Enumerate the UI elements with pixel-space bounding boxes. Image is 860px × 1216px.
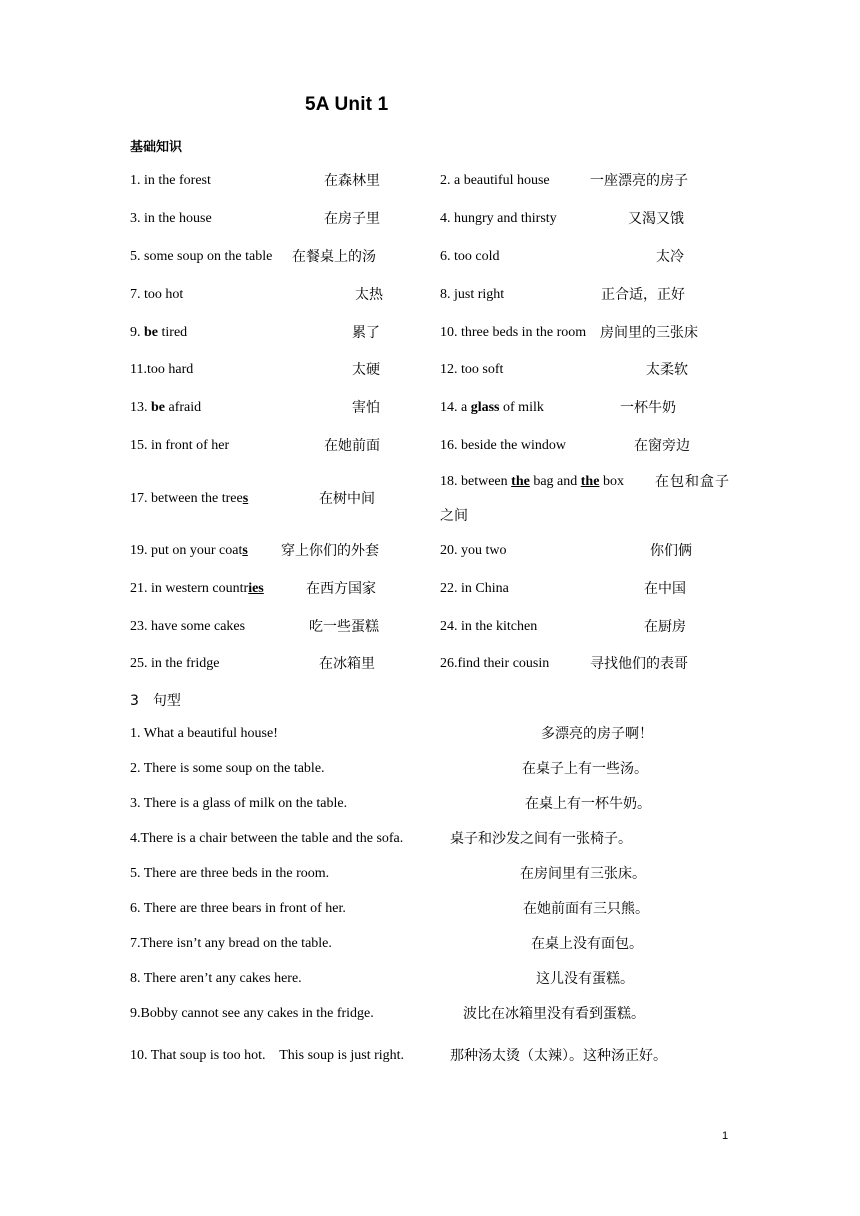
phrase-en: 6. too cold — [440, 249, 500, 264]
phrase-en: 12. too soft — [440, 362, 504, 377]
sentence-zh: 那种汤太烫（太辣）。这种汤正好。 — [450, 1048, 667, 1064]
phrase-en: 10. three beds in the room — [440, 325, 587, 340]
phrase-en: 3. in the house — [130, 211, 212, 226]
sentence-zh: 在房间里有三张床。 — [520, 866, 646, 882]
phrase-en: 7. too hot — [130, 287, 184, 302]
phrase-en: 16. beside the window — [440, 438, 566, 453]
section-heading-basics: 基础知识 — [130, 140, 183, 155]
phrase-en: 1. in the forest — [130, 173, 211, 188]
phrase-en: 17. between the trees — [130, 491, 249, 506]
phrase-en: 25. in the fridge — [130, 656, 220, 671]
phrase-zh: 在她前面 — [324, 438, 380, 454]
sentence-zh: 多漂亮的房子啊！ — [541, 726, 653, 742]
phrase-en: 14. a glass of milk — [440, 400, 544, 415]
phrase-en: 13. be afraid — [130, 400, 202, 415]
phrase-zh: 房间里的三张床 — [600, 325, 698, 341]
page-number: 1 — [722, 1130, 729, 1142]
sentence-zh: 在她前面有三只熊。 — [523, 901, 649, 917]
phrase-zh: 在森林里 — [324, 173, 380, 189]
phrase-zh: 寻找他们的表哥 — [590, 656, 688, 672]
phrase-en: 21. in western countries — [130, 581, 264, 596]
sentence-en: 9.Bobby cannot see any cakes in the fridge. — [130, 1006, 374, 1021]
sentence-zh: 在桌上没有面包。 — [531, 936, 643, 952]
phrase-zh: 在厨房 — [644, 619, 686, 635]
phrase-zh: 害怕 — [352, 400, 380, 416]
phrase-zh: 在窗旁边 — [634, 438, 690, 454]
sentence-en: 5. There are three beds in the room. — [130, 866, 330, 881]
phrase-en: 9. be tired — [130, 325, 188, 340]
phrase-zh: 太硬 — [352, 362, 380, 378]
phrase-en: 22. in China — [440, 581, 509, 596]
phrase-en: 4. hungry and thirsty — [440, 211, 557, 226]
phrase-zh: 在冰箱里 — [319, 656, 375, 672]
phrase-zh: 一杯牛奶 — [620, 400, 676, 416]
sentence-zh: 在桌上有一杯牛奶。 — [525, 796, 651, 812]
phrase-en: 8. just right — [440, 287, 505, 302]
section-heading-sentences: 3 句型 — [130, 693, 181, 709]
phrase-en: 23. have some cakes — [130, 619, 246, 634]
phrase-en: 24. in the kitchen — [440, 619, 538, 634]
sentence-en: 3. There is a glass of milk on the table. — [130, 796, 348, 811]
phrase-zh: 太冷 — [656, 249, 684, 265]
phrase-zh: 在西方国家 — [306, 581, 376, 597]
sentence-zh: 桌子和沙发之间有一张椅子。 — [450, 831, 632, 847]
phrase-en: 2. a beautiful house — [440, 173, 550, 188]
phrase-en: 15. in front of her — [130, 438, 230, 453]
phrase-zh: 累了 — [352, 325, 380, 341]
phrase-zh: 你们俩 — [650, 543, 692, 559]
sentence-zh: 在桌子上有一些汤。 — [522, 761, 648, 777]
sentence-en: 8. There aren’t any cakes here. — [130, 971, 302, 986]
document-title: 5A Unit 1 — [305, 94, 389, 115]
phrase-zh: 在包和盒子 — [655, 474, 730, 490]
phrase-zh-wrap: 之间 — [440, 508, 468, 524]
phrase-en: 11.too hard — [130, 362, 194, 377]
sentence-en: 1. What a beautiful house! — [130, 726, 278, 741]
phrase-zh: 在树中间 — [319, 491, 375, 507]
phrase-zh: 太热 — [355, 287, 383, 303]
phrase-zh: 太柔软 — [646, 362, 688, 378]
phrase-zh: 在房子里 — [324, 211, 380, 227]
sentence-en: 6. There are three bears in front of her. — [130, 901, 346, 916]
phrase-zh: 在餐桌上的汤 — [292, 249, 376, 265]
phrase-en: 20. you two — [440, 543, 507, 558]
sentence-zh: 这儿没有蛋糕。 — [536, 971, 634, 987]
phrase-zh: 一座漂亮的房子 — [590, 173, 688, 189]
phrase-en: 18. between the bag and the box — [440, 474, 624, 489]
phrase-zh: 吃一些蛋糕 — [309, 619, 379, 635]
phrase-en: 5. some soup on the table — [130, 249, 273, 264]
phrase-zh: 又渴又饿 — [628, 211, 684, 227]
sentence-en: 10. That soup is too hot. This soup is just right. — [130, 1048, 405, 1063]
sentence-en: 4.There is a chair between the table and the sofa. — [130, 831, 404, 846]
sentence-en: 2. There is some soup on the table. — [130, 761, 325, 776]
phrase-zh: 穿上你们的外套 — [281, 543, 379, 559]
phrase-en: 19. put on your coats — [130, 543, 248, 558]
phrase-zh: 正合适，正好 — [601, 287, 685, 303]
phrase-zh: 在中国 — [644, 581, 686, 597]
sentence-en: 7.There isn’t any bread on the table. — [130, 936, 332, 951]
phrase-en: 26.find their cousin — [440, 656, 550, 671]
sentence-zh: 波比在冰箱里没有看到蛋糕。 — [463, 1006, 645, 1022]
